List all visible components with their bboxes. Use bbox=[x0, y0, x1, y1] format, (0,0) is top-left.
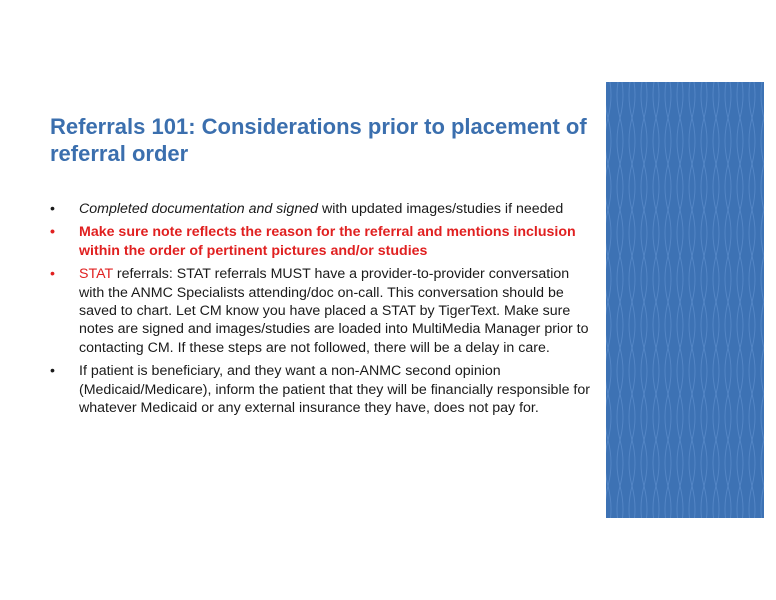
bullet-item-second-opinion bbox=[50, 362, 595, 417]
bullet-text: with updated images/studies if needed bbox=[318, 201, 564, 217]
bullet-text: referrals: STAT referrals MUST have a provider-to-provider conversation with the ANMC Specialists attending/doc on-call. This conversation should be saved to chart. Let CM know you have placed a STAT by TigerText. Make sure notes are signed and images/studies are loaded into MultiMedia Manager prior to contacting CM. If these steps are not followed, there will be a delay in care. bbox=[79, 266, 589, 356]
bullet-marker: • bbox=[50, 201, 55, 217]
bullet-list bbox=[50, 200, 595, 422]
decorative-wave-panel bbox=[606, 82, 764, 518]
bullet-item-documentation bbox=[50, 200, 595, 218]
bullet-marker: • bbox=[50, 266, 55, 283]
wave-pattern-icon bbox=[606, 82, 764, 518]
wave-line bbox=[606, 82, 611, 518]
slide-title: Referrals 101: Considerations prior to placement of referral order bbox=[50, 114, 587, 166]
bullet-item-note-reflects bbox=[50, 223, 595, 260]
bullet-italic-text: Completed documentation and signed bbox=[79, 201, 318, 217]
bullet-marker: • bbox=[50, 224, 55, 241]
stat-highlight: STAT bbox=[79, 266, 113, 283]
bullet-text: Make sure note reflects the reason for the referral and mentions inclusion within the order of pertinent pictures and/or studies bbox=[79, 224, 576, 259]
bullet-text: If patient is beneficiary, and they want a non-ANMC second opinion (Medicaid/Medicare), inform the patient that they will be financially responsible for whatever Medicaid or any external insurance they have, does not pay for. bbox=[79, 363, 590, 417]
bullet-item-stat-referrals bbox=[50, 265, 595, 357]
bullet-marker: • bbox=[50, 363, 55, 380]
